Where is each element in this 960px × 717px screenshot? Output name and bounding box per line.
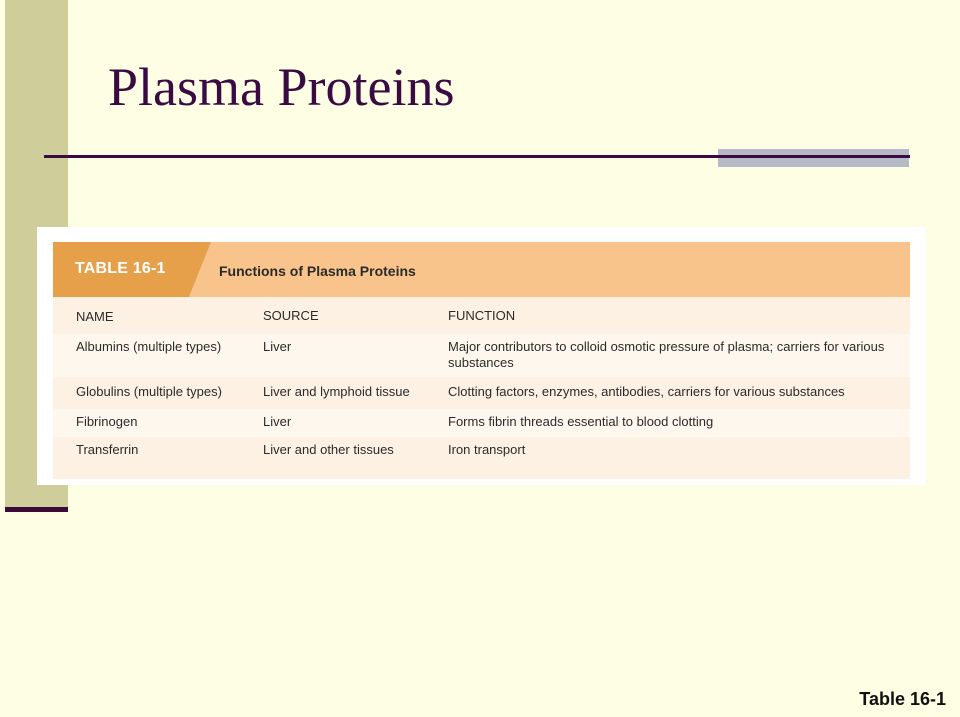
table-reference-label: Table 16-1	[859, 689, 946, 709]
row-function: Clotting factors, enzymes, antibodies, carriers for various substances	[448, 384, 845, 399]
table-row	[53, 334, 910, 377]
table-title: Functions of Plasma Proteins	[219, 263, 416, 279]
row-source: Liver	[263, 414, 292, 429]
table-header-band	[53, 242, 910, 297]
title-underline-accent	[718, 149, 909, 167]
column-header-function: FUNCTION	[448, 308, 516, 323]
row-source: Liver and other tissues	[263, 442, 394, 457]
row-name: Transferrin	[76, 442, 139, 457]
left-bar-base-line	[5, 507, 68, 512]
row-name: Globulins (multiple types)	[76, 384, 222, 399]
row-function: Iron transport	[448, 442, 526, 457]
row-name: Albumins (multiple types)	[76, 339, 222, 354]
row-function: Major contributors to colloid osmotic pressure of plasma; carriers for various substances	[448, 339, 885, 370]
table-row	[53, 437, 910, 479]
row-name: Fibrinogen	[76, 414, 138, 429]
row-source: Liver and lymphoid tissue	[263, 384, 410, 399]
column-header-name: NAME	[76, 309, 114, 324]
slide-title: Plasma Proteins	[108, 57, 455, 117]
table-row	[53, 377, 910, 409]
table-image	[37, 227, 926, 485]
table-number: TABLE 16-1	[75, 260, 166, 277]
table-row	[53, 409, 910, 437]
row-source: Liver	[263, 339, 292, 354]
table-column-headers	[53, 297, 910, 334]
column-header-source: SOURCE	[263, 308, 319, 323]
row-function: Forms fibrin threads essential to blood clotting	[448, 414, 714, 429]
